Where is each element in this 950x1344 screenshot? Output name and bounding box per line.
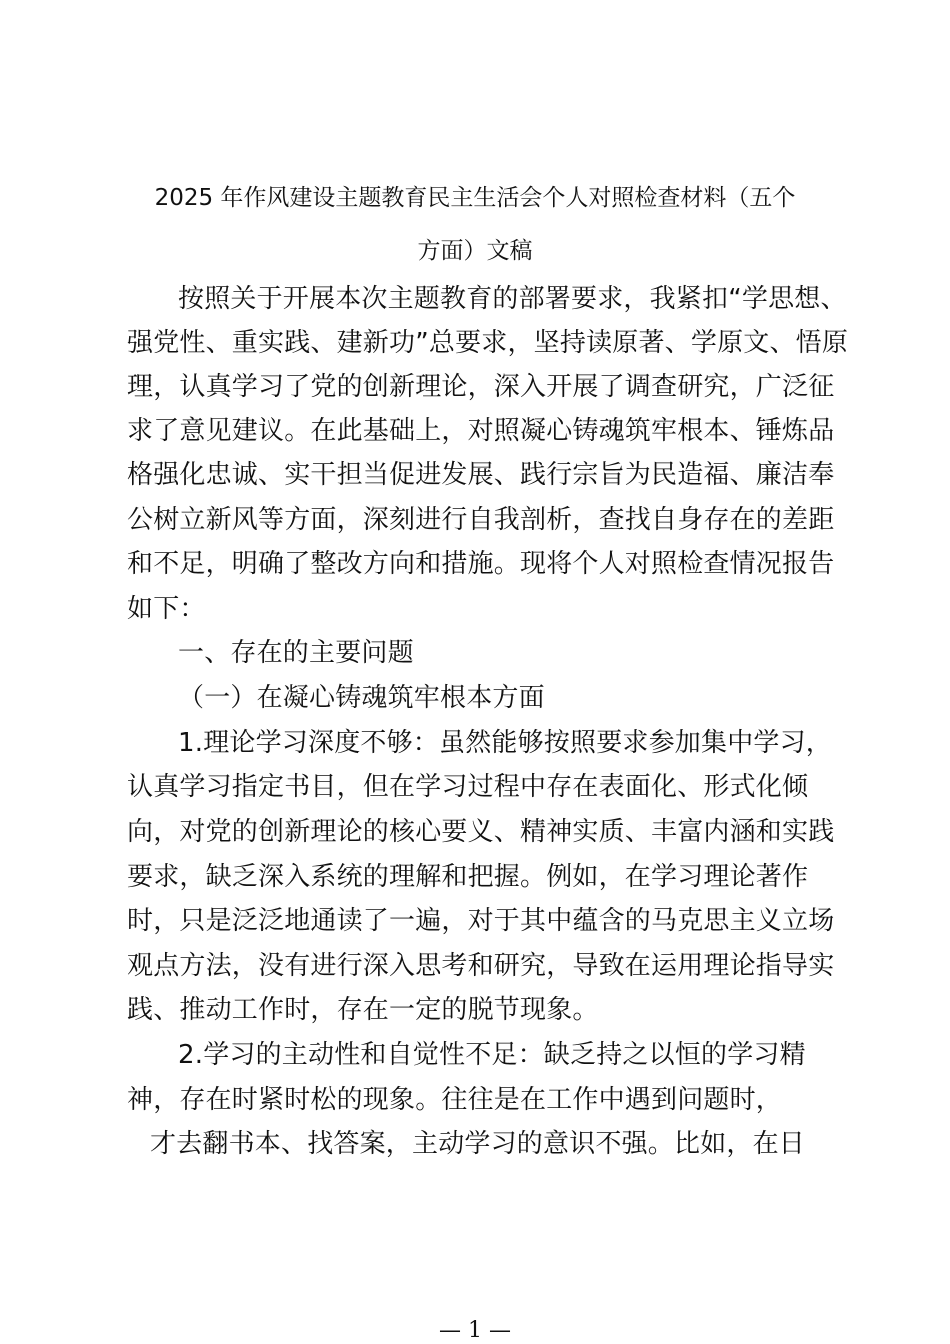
body-line-17: 践、推动工作时，存在一定的脱节现象。 <box>127 995 599 1025</box>
body-line-3: 理，认真学习了党的创新理论，深入开展了调查研究，广泛征 <box>127 372 835 402</box>
body-line-2: 强党性、重实践、建新功”总要求，坚持读原著、学原文、悟原 <box>127 328 849 358</box>
body-line-5: 格强化忠诚、实干担当促进发展、践行宗旨为民造福、廉洁奉 <box>127 460 835 490</box>
body-line-14: 要求，缺乏深入系统的理解和把握。例如，在学习理论著作 <box>127 862 809 892</box>
body-line-16: 观点方法，没有进行深入思考和研究，导致在运用理论指导实 <box>127 951 835 981</box>
body-line-8: 如下： <box>127 594 206 624</box>
document-title-line-1: 2025 年作风建设主题教育民主生活会个人对照检查材料（五个 <box>154 185 796 211</box>
body-line-13: 向，对党的创新理论的核心要义、精神实质、丰富内涵和实践 <box>127 817 835 847</box>
body-line-20: 才去翻书本、找答案，主动学习的意识不强。比如，在日 <box>150 1129 806 1159</box>
body-line-7: 和不足，明确了整改方向和措施。现将个人对照检查情况报告 <box>127 549 835 579</box>
body-line-1: 按照关于开展本次主题教育的部署要求，我紧扣“学思想、 <box>178 284 847 314</box>
section-heading: 一、存在的主要问题 <box>178 638 414 668</box>
body-line-18: 2.学习的主动性和自觉性不足：缺乏持之以恒的学习精 <box>178 1040 806 1070</box>
body-line-11: 1.理论学习深度不够：虽然能够按照要求参加集中学习， <box>178 728 833 758</box>
body-line-4: 求了意见建议。在此基础上，对照凝心铸魂筑牢根本、锤炼品 <box>127 416 835 446</box>
body-line-15: 时，只是泛泛地通读了一遍，对于其中蕴含的马克思主义立场 <box>127 906 835 936</box>
subsection-heading: （一）在凝心铸魂筑牢根本方面 <box>178 683 545 713</box>
document-title-line-2: 方面）文稿 <box>417 238 533 264</box>
body-line-6: 公树立新风等方面，深刻进行自我剖析，查找自身存在的差距 <box>127 505 835 535</box>
body-line-12: 认真学习指定书目，但在学习过程中存在表面化、形式化倾 <box>127 772 809 802</box>
page-number: — 1 — <box>439 1318 511 1343</box>
body-line-19: 神，存在时紧时松的现象。往往是在工作中遇到问题时， <box>127 1085 783 1115</box>
